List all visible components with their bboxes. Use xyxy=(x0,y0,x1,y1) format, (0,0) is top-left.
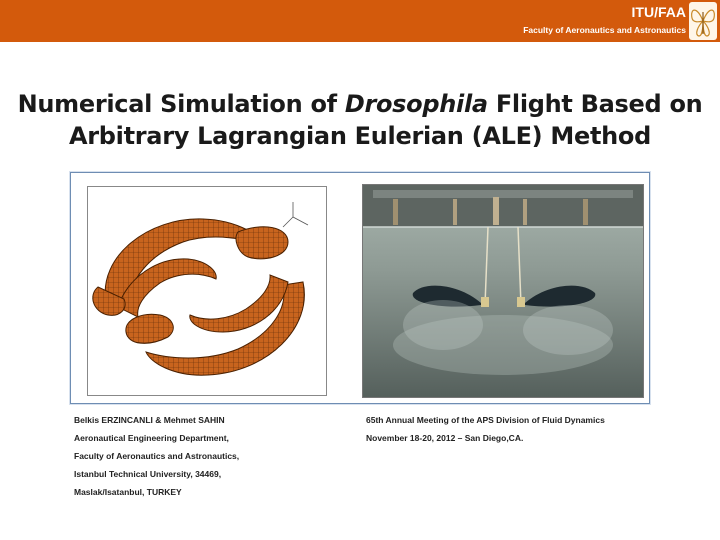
experiment-photo xyxy=(362,184,644,398)
author-block xyxy=(74,411,239,501)
slide-title xyxy=(0,88,720,152)
title-line-2: Arbitrary Lagrangian Eulerian (ALE) Method xyxy=(68,122,651,150)
conference-name: 65th Annual Meeting of the APS Division of Fluid Dynamics xyxy=(366,415,605,425)
org-subtitle: Faculty of Aeronautics and Astronautics xyxy=(523,25,686,35)
flapping-wing-experiment-photo-icon xyxy=(363,185,643,397)
wake-vortex-figure xyxy=(87,186,327,396)
title-text-end: Flight Based on xyxy=(487,90,703,118)
wake-vortex-render-icon xyxy=(88,187,326,395)
author-department: Aeronautical Engineering Department, xyxy=(74,433,229,443)
conference-date: November 18-20, 2012 – San Diego,CA. xyxy=(366,433,524,443)
title-text: Numerical Simulation of xyxy=(17,90,345,118)
author-faculty: Faculty of Aeronautics and Astronautics, xyxy=(74,451,240,461)
title-italic: Drosophila xyxy=(344,90,488,118)
conference-block xyxy=(366,411,605,447)
butterfly-logo-icon xyxy=(689,2,717,40)
author-university: Istanbul Technical University, 34469, xyxy=(74,469,222,479)
org-name: ITU/FAA xyxy=(631,4,686,20)
author-names: Belkis ERZINCANLI & Mehmet SAHIN xyxy=(74,415,225,425)
title-line-1 xyxy=(0,88,720,120)
header-bar xyxy=(0,0,720,42)
author-location: Maslak/Isatanbul, TURKEY xyxy=(74,487,182,497)
